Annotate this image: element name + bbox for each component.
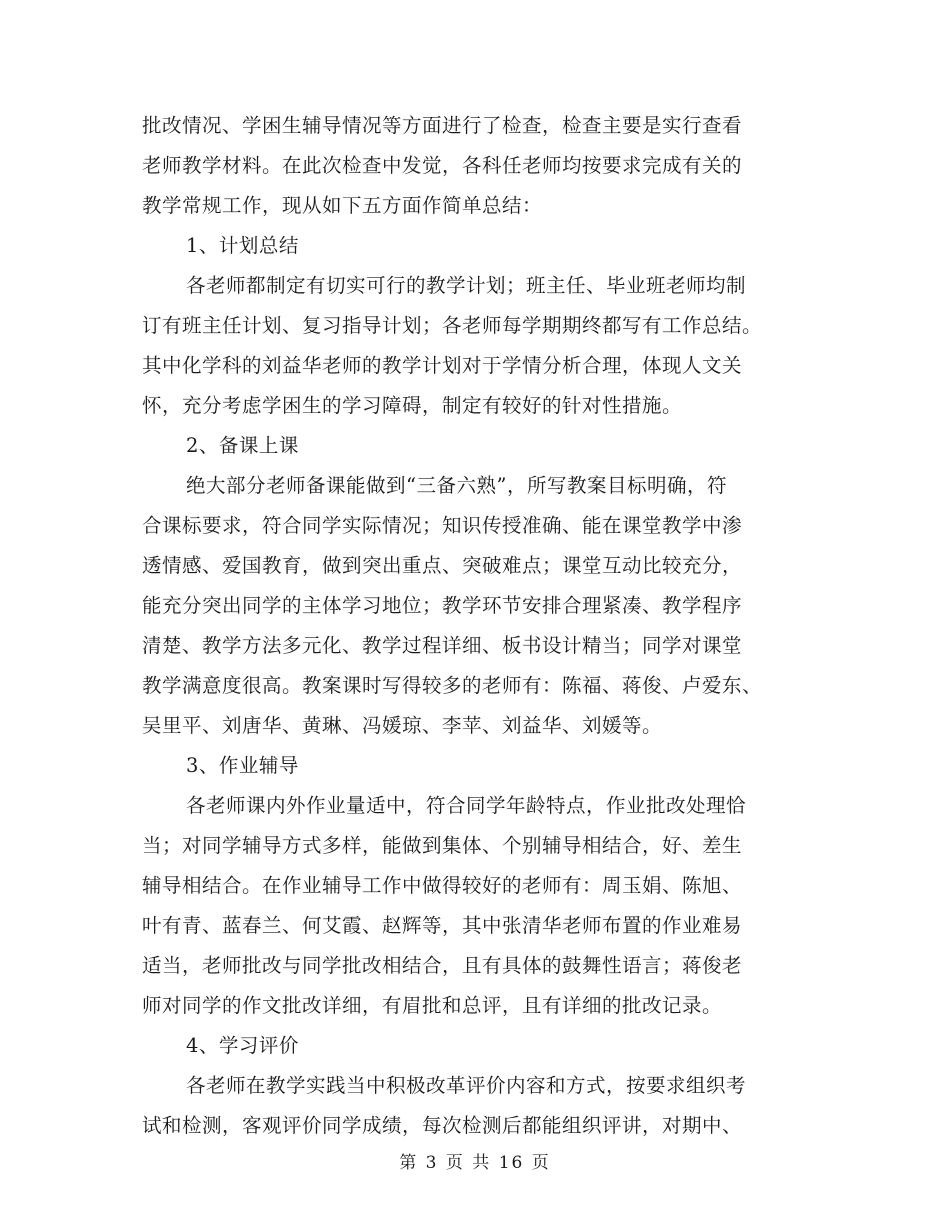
text-line: 师对同学的作文批改详细，有眉批和总评，且有详细的批改记录。 (142, 994, 723, 1017)
text-line: 叶有青、蓝春兰、何艾霞、赵辉等，其中张清华老师布置的作业难易 (142, 914, 743, 937)
text-line: 辅导相结合。在作业辅导工作中做得较好的老师有：周玉娟、陈旭、 (142, 874, 743, 897)
text-line: 教学常规工作，现从如下五方面作简单总结： (142, 194, 543, 217)
text-line: 能充分突出同学的主体学习地位；教学环节安排合理紧凑、教学程序 (142, 594, 743, 617)
text-line: 试和检测，客观评价同学成绩，每次检测后都能组织评讲，对期中、 (142, 1114, 743, 1137)
text-line: 适当，老师批改与同学批改相结合，且有具体的鼓舞性语言；蒋俊老 (142, 954, 743, 977)
text-line: 吴里平、刘唐华、黄琳、冯媛琼、李苹、刘益华、刘媛等。 (142, 714, 663, 737)
text-line: 当；对同学辅导方式多样，能做到集体、个别辅导相结合，好、差生 (142, 834, 743, 857)
text-line: 合课标要求，符合同学实际情况；知识传授准确、能在课堂教学中渗 (142, 514, 743, 537)
section-heading: 4、学习评价 (186, 1034, 299, 1057)
text-line: 各老师课内外作业量适中，符合同学年龄特点，作业批改处理恰 (186, 794, 747, 817)
section-heading: 1、计划总结 (186, 234, 299, 257)
text-line: 各老师都制定有切实可行的教学计划；班主任、毕业班老师均制 (186, 274, 747, 297)
page-number-footer: 第 3 页 共 16 页 (399, 1153, 551, 1173)
section-heading: 2、备课上课 (186, 434, 299, 457)
text-line: 透情感、爱国教育，做到突出重点、突破难点；课堂互动比较充分， (142, 554, 743, 577)
text-line: 各老师在教学实践当中积极改革评价内容和方式，按要求组织考 (186, 1074, 747, 1097)
section-heading: 3、作业辅导 (186, 754, 299, 777)
text-line: 清楚、教学方法多元化、教学过程详细、板书设计精当；同学对课堂 (142, 634, 743, 657)
text-line: 订有班主任计划、复习指导计划；各老师每学期期终都写有工作总结。 (142, 314, 763, 337)
text-line: 怀，充分考虑学困生的学习障碍，制定有较好的针对性措施。 (142, 394, 683, 417)
text-line: 教学满意度很高。教案课时写得较多的老师有：陈福、蒋俊、卢爱东、 (142, 674, 763, 697)
text-line: 绝大部分老师备课能做到“三备六熟”，所写教案目标明确，符 (186, 474, 727, 497)
text-line: 老师教学材料。在此次检查中发觉，各科任老师均按要求完成有关的 (142, 154, 743, 177)
document-body (142, 106, 812, 1146)
text-line: 批改情况、学困生辅导情况等方面进行了检查，检查主要是实行查看 (142, 114, 743, 137)
text-line: 其中化学科的刘益华老师的教学计划对于学情分析合理，体现人文关 (142, 354, 743, 377)
